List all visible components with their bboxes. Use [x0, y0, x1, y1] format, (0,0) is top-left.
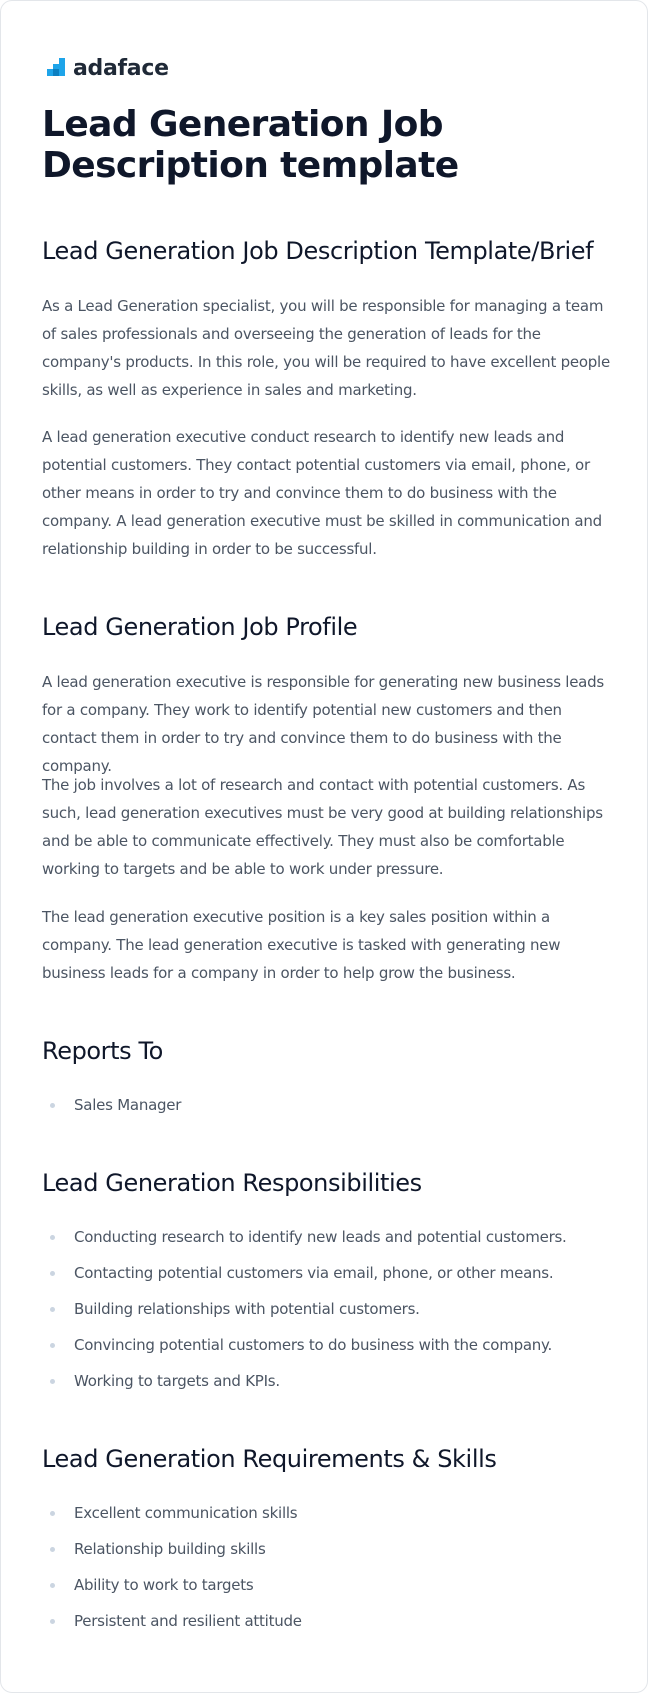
brief-paragraph: A lead generation executive conduct research to identify new leads and potential customers. They contact potential customers via email, phone, or other means in order to try and convince them to do business with the company. A lead generation executive must be skilled in communication and relationship building in order to be successful. [42, 428, 602, 558]
profile-paragraph: The lead generation executive position is a key sales position within a company. The lead generation executive is tasked with generating new business leads for a company in order to help grow the business. [42, 908, 561, 982]
brand-name: adaface [73, 55, 169, 81]
adaface-logo-icon [47, 58, 67, 78]
brief-paragraph: As a Lead Generation specialist, you will be responsible for managing a team of sales professionals and overseeing the generation of leads for the company's products. In this role, you will be required to have excellent people skills, as well as experience in sales and marketing. [42, 297, 610, 399]
reports-to-list [42, 1087, 612, 1123]
brand-logo[interactable] [47, 55, 169, 81]
list-item: Persistent and resilient attitude [42, 1603, 612, 1639]
profile-paragraph: The job involves a lot of research and contact with potential customers. As such, lead generation executives must be very good at building relationships and be able to communicate effectively. They must also be comfortable working to targets and be able to work under pressure. [42, 776, 603, 878]
section-heading-profile: Lead Generation Job Profile [42, 613, 358, 641]
section-heading-brief: Lead Generation Job Description Template/Brief [42, 237, 594, 265]
section-heading-reports-to: Reports To [42, 1037, 163, 1065]
list-item: Sales Manager [42, 1087, 612, 1123]
list-item: Working to targets and KPIs. [42, 1363, 612, 1399]
section-heading-requirements: Lead Generation Requirements & Skills [42, 1445, 497, 1473]
list-item: Contacting potential customers via email, phone, or other means. [42, 1255, 612, 1291]
responsibilities-list [42, 1219, 612, 1399]
list-item: Ability to work to targets [42, 1567, 612, 1603]
list-item: Building relationships with potential customers. [42, 1291, 612, 1327]
list-item: Relationship building skills [42, 1531, 612, 1567]
list-item: Excellent communication skills [42, 1495, 612, 1531]
list-item: Conducting research to identify new leads and potential customers. [42, 1219, 612, 1255]
section-heading-responsibilities: Lead Generation Responsibilities [42, 1169, 422, 1197]
list-item: Convincing potential customers to do business with the company. [42, 1327, 612, 1363]
page-title: Lead Generation Job Description template [42, 104, 459, 186]
requirements-list [42, 1495, 612, 1639]
profile-paragraph: A lead generation executive is responsible for generating new business leads for a company. They work to identify potential new customers and then contact them in order to try and convince them to do business with the company. [42, 673, 604, 775]
